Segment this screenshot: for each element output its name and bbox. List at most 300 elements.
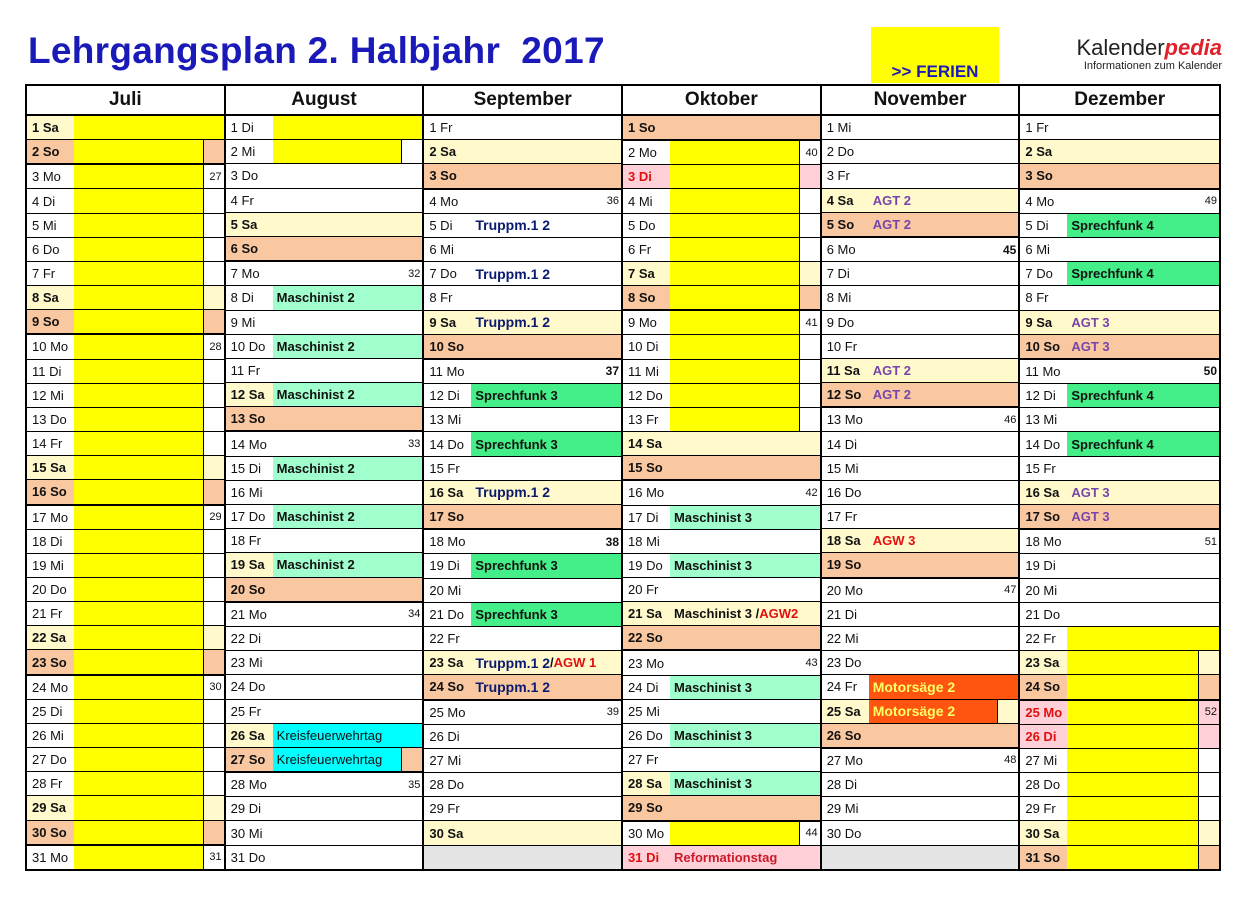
day-cell [1020,140,1219,164]
event-area [74,214,204,237]
day-label: 27 Mi [429,752,462,768]
event-label: Kreisfeuerwehrtag [276,751,383,767]
day-cell [226,821,423,845]
day-label: 8 Fr [1025,290,1049,306]
day-label: 17 Fr [826,509,858,525]
day-label: 19 So [826,557,862,573]
day-label: 1 So [628,120,656,136]
event-label: Reformationstag [674,849,778,865]
event-area [471,797,621,820]
event-label: AGT 2 [872,192,911,208]
day-label: 26 So [826,727,862,743]
week-number: 39 [606,706,620,719]
day-cell [226,116,423,140]
event-area [273,846,423,869]
day-label: 7 Mo [230,266,260,282]
day-cell [27,650,224,675]
day-label: 2 Sa [1025,144,1053,160]
day-label: 12 So [826,387,862,403]
day-label: 20 So [230,581,266,597]
day-cell [424,530,621,554]
day-cell [226,651,423,675]
week-number: 49 [1204,195,1218,208]
month-header: Dezember [1020,86,1219,116]
day-cell [27,700,224,724]
day-cell [27,846,224,869]
day-cell [424,505,621,530]
day-cell [1020,214,1219,238]
event-area [273,821,423,844]
week-number: 41 [805,316,818,329]
event-area [869,749,1019,772]
event-area [273,773,423,796]
day-label: 28 Fr [32,776,63,792]
event-area [1067,190,1219,213]
event-area [74,530,204,553]
event-area [869,505,1019,528]
event-area [74,578,204,601]
event-area [869,724,1019,747]
day-cell [1020,554,1219,578]
day-cell [623,238,820,262]
day-label: 30 Sa [1025,825,1060,841]
event-area [273,116,423,139]
day-cell [623,189,820,213]
day-label: 19 Do [628,557,663,573]
day-cell [27,578,224,602]
day-label: 23 Sa [429,655,464,671]
day-cell [623,530,820,554]
event-area [869,116,1019,139]
day-cell [424,190,621,214]
week-number: 30 [209,681,222,694]
event-area [1067,797,1199,820]
event-label: Motorsäge 2 [872,703,956,720]
day-label: 2 So [32,144,60,160]
day-cell [623,262,820,286]
event-area [74,724,204,747]
day-label: 3 Fr [826,168,850,184]
event-area [869,213,1019,236]
event-area [273,651,423,674]
day-cell [424,238,621,262]
day-cell [226,700,423,724]
event-area [869,553,1019,576]
day-label: 18 Mo [429,534,466,550]
event-label: Truppm.1 2 [475,654,551,671]
day-cell [822,821,1019,845]
day-label: 10 So [429,338,465,354]
day-cell [623,506,820,530]
event-label: Maschinist 2 [276,290,355,306]
day-cell [226,505,423,529]
day-label: 4 Fr [230,192,254,208]
day-cell [424,140,621,164]
day-label: 30 Mo [628,825,665,841]
day-label: 10 Mo [32,339,69,355]
day-cell [424,749,621,773]
event-label: Truppm.1 2 [475,265,551,282]
day-cell [1020,505,1219,530]
event-area [471,773,621,796]
day-label: 9 Do [826,314,855,330]
day-cell [1020,286,1219,310]
day-cell [1020,846,1219,869]
day-label: 29 So [628,800,663,816]
event-area [670,214,800,237]
day-cell [623,578,820,602]
event-area [273,675,423,698]
month-column-dezember [1020,86,1219,869]
day-cell [226,481,423,505]
day-cell [623,822,820,846]
week-number: 43 [805,657,818,670]
day-label: 3 Do [230,168,259,184]
day-label: 15 Mi [826,460,859,476]
month-column-november [822,86,1021,869]
event-area [273,286,423,309]
day-label: 29 Fr [429,801,460,817]
event-area [869,627,1019,650]
day-cell [424,579,621,603]
event-area [273,603,423,626]
event-label: AGW2 [759,606,799,622]
event-area [74,772,204,795]
event-area [74,165,204,188]
event-area [471,140,621,163]
day-cell [1020,725,1219,749]
day-cell [424,262,621,286]
day-cell [424,384,621,408]
day-label: 30 Do [826,825,862,841]
day-label: 17 Do [230,509,266,525]
day-cell [623,481,820,505]
day-cell [822,164,1019,188]
event-area [273,140,403,163]
day-label: 26 Di [1025,728,1057,744]
day-label: 21 Di [826,606,858,622]
day-cell [623,456,820,481]
day-label: 18 Di [32,533,63,549]
event-area [670,602,820,625]
event-area [1067,773,1199,796]
event-area [273,578,423,601]
day-cell [27,384,224,408]
day-cell [226,457,423,481]
day-cell [424,432,621,456]
day-label: 21 Do [429,606,465,622]
event-area [670,165,800,188]
day-label: 24 Do [230,679,266,695]
event-area [670,530,820,553]
event-label: Maschinist 3 [674,776,753,792]
day-label: 12 Di [429,388,460,404]
event-area [273,627,423,650]
event-label: AGW 3 [872,533,916,549]
day-cell [1020,701,1219,725]
day-label: 22 So [628,630,663,646]
event-area [670,676,820,699]
event-area [273,213,423,236]
day-cell [623,165,820,189]
day-cell [623,748,820,772]
event-label: Sprechfunk 3 [475,558,558,574]
day-label: 10 Di [628,339,659,355]
day-label: 25 Mo [1025,704,1063,720]
day-cell [226,432,423,456]
event-label: Maschinist 3 [674,557,753,573]
day-cell [623,384,820,408]
week-number: 29 [209,511,222,524]
event-area [74,626,204,649]
day-label: 21 Fr [32,606,63,622]
day-cell [1020,311,1219,335]
event-area [74,432,204,455]
day-label: 27 Do [32,752,67,768]
day-label: 13 Fr [628,411,659,427]
day-cell [623,676,820,700]
event-area [869,335,1019,358]
day-cell [623,214,820,238]
week-number: 28 [209,340,222,353]
day-cell [623,651,820,675]
day-cell [27,116,224,140]
event-area [273,383,423,406]
day-label: 14 Mo [230,436,267,452]
event-area [273,311,423,334]
day-cell [822,262,1019,286]
event-area [670,360,800,383]
day-label: 28 Sa [628,776,662,792]
month-column-oktober [623,86,822,869]
event-label: Truppm.1 2 [475,217,551,234]
week-number: 32 [408,267,421,280]
event-area [471,554,621,577]
day-label: 22 Mi [826,631,859,647]
event-area [471,164,621,187]
day-cell [424,773,621,797]
day-label: 24 Mo [32,679,69,695]
day-cell [424,701,621,725]
week-number: 45 [1003,242,1017,257]
day-label: 21 Do [1025,606,1061,622]
day-cell [822,311,1019,335]
day-cell [1020,675,1219,700]
event-area [471,214,621,237]
day-label: 12 Do [628,387,663,403]
week-number: 38 [605,534,620,549]
day-cell [623,432,820,456]
event-label: Sprechfunk 4 [1071,217,1154,233]
event-area [869,140,1019,163]
day-label: 14 Sa [628,436,662,452]
day-cell [822,457,1019,481]
event-area [1067,335,1219,358]
event-label: Maschinist 2 [276,460,355,476]
event-area [670,311,800,334]
event-area [1067,432,1219,455]
day-label: 6 Do [32,241,60,257]
event-area [869,675,1019,698]
day-label: 5 Do [628,217,656,233]
day-label: 20 Mi [429,582,462,598]
event-area [74,480,204,503]
event-area [273,700,423,723]
day-label: 12 Sa [230,387,265,403]
month-header: August [226,86,423,116]
day-label: 7 Sa [628,266,655,282]
event-label: Maschinist 3 [674,509,753,525]
day-cell [623,408,820,432]
event-area [869,529,1019,552]
event-area [471,530,621,553]
day-cell [226,846,423,869]
event-area [273,505,423,528]
day-label: 23 Mi [230,655,263,671]
day-cell [1020,432,1219,456]
day-label: 11 Fr [230,362,261,378]
day-cell [1020,408,1219,432]
event-area [670,481,820,504]
day-cell [424,821,621,845]
event-area [670,262,800,285]
day-cell [822,238,1019,262]
event-area [670,116,820,139]
day-cell [424,725,621,749]
day-label: 14 Fr [32,436,63,452]
event-area [471,190,621,213]
day-cell [1020,530,1219,554]
day-cell [226,773,423,797]
event-area [74,116,224,139]
day-label: 31 Mo [32,849,69,865]
day-label: 11 Di [32,363,62,379]
day-label: 12 Mi [32,387,64,403]
day-cell [822,432,1019,456]
event-area [1067,164,1219,187]
event-area [869,651,1019,674]
day-label: 11 Mo [429,363,465,379]
day-cell [1020,603,1219,627]
event-area [1067,505,1219,528]
logo-accent-text: pedia [1164,35,1222,60]
event-area [1067,749,1199,772]
day-cell [424,360,621,384]
day-cell [27,165,224,189]
day-label: 5 So [826,216,855,232]
ferien-label: >> FERIEN [891,62,979,81]
day-cell [822,749,1019,773]
event-area [471,311,621,334]
event-label: AGT 3 [1071,314,1110,330]
day-cell [822,408,1019,432]
event-label: AGW 1 [553,655,597,671]
day-label: 10 So [1025,338,1061,354]
day-label: 28 Mo [230,777,267,793]
day-label: 9 Mi [230,314,256,330]
event-area [869,773,1019,796]
day-cell [27,602,224,626]
day-label: 9 Sa [429,314,457,330]
day-label: 19 Di [429,558,460,574]
day-cell [623,141,820,165]
event-label: Sprechfunk 3 [475,606,558,622]
event-area [273,797,423,820]
logo-main-text: Kalender [1076,35,1165,60]
day-label: 6 Mo [826,242,856,258]
day-cell [822,116,1019,140]
day-label: 7 Fr [32,266,56,282]
event-area [1067,603,1219,626]
event-area [471,603,621,626]
day-cell [1020,821,1219,845]
event-area [670,554,820,577]
day-cell [822,846,1019,869]
day-cell [424,651,621,675]
event-area [670,822,800,845]
month-header: Juli [27,86,224,116]
day-label: 20 Mi [1025,582,1058,598]
event-label: Sprechfunk 4 [1071,388,1154,404]
week-number: 35 [408,778,421,791]
day-cell [623,286,820,311]
week-number: 46 [1004,413,1017,426]
month-header: November [822,86,1019,116]
day-cell [226,724,423,748]
day-label: 13 Mi [429,412,462,428]
event-label: Sprechfunk 3 [475,436,558,452]
kalenderpedia-logo[interactable] [1052,36,1222,73]
event-area [273,529,423,552]
event-area [471,675,621,698]
day-cell [623,772,820,796]
event-label: AGT 2 [872,387,911,403]
event-label: AGT 3 [1071,484,1110,500]
day-cell [27,772,224,796]
day-label: 30 Mi [230,825,263,841]
day-cell [226,553,423,577]
day-cell [27,748,224,772]
day-label: 11 Mi [628,363,659,379]
event-area [670,748,820,771]
day-cell [424,554,621,578]
event-area [273,724,423,747]
day-cell [424,846,621,869]
event-label: AGT 3 [1071,509,1110,525]
event-area [471,701,621,724]
event-area [869,797,1019,820]
event-area [471,286,621,309]
day-label: 7 Do [429,266,457,282]
event-area [471,116,621,139]
day-label: 29 Mi [826,801,859,817]
event-area [74,384,204,407]
day-label: 13 Mo [826,412,863,428]
event-area [471,408,621,431]
day-label: 4 Mo [429,193,459,209]
day-label: 1 Di [230,120,254,136]
event-area [1067,360,1219,383]
event-area [1067,651,1199,674]
day-cell [1020,164,1219,189]
event-area [471,579,621,602]
day-cell [1020,360,1219,384]
day-label: 25 Fr [230,703,262,719]
event-area [869,383,1019,406]
day-cell [822,651,1019,675]
day-cell [27,262,224,286]
day-label: 18 Mo [1025,534,1062,550]
